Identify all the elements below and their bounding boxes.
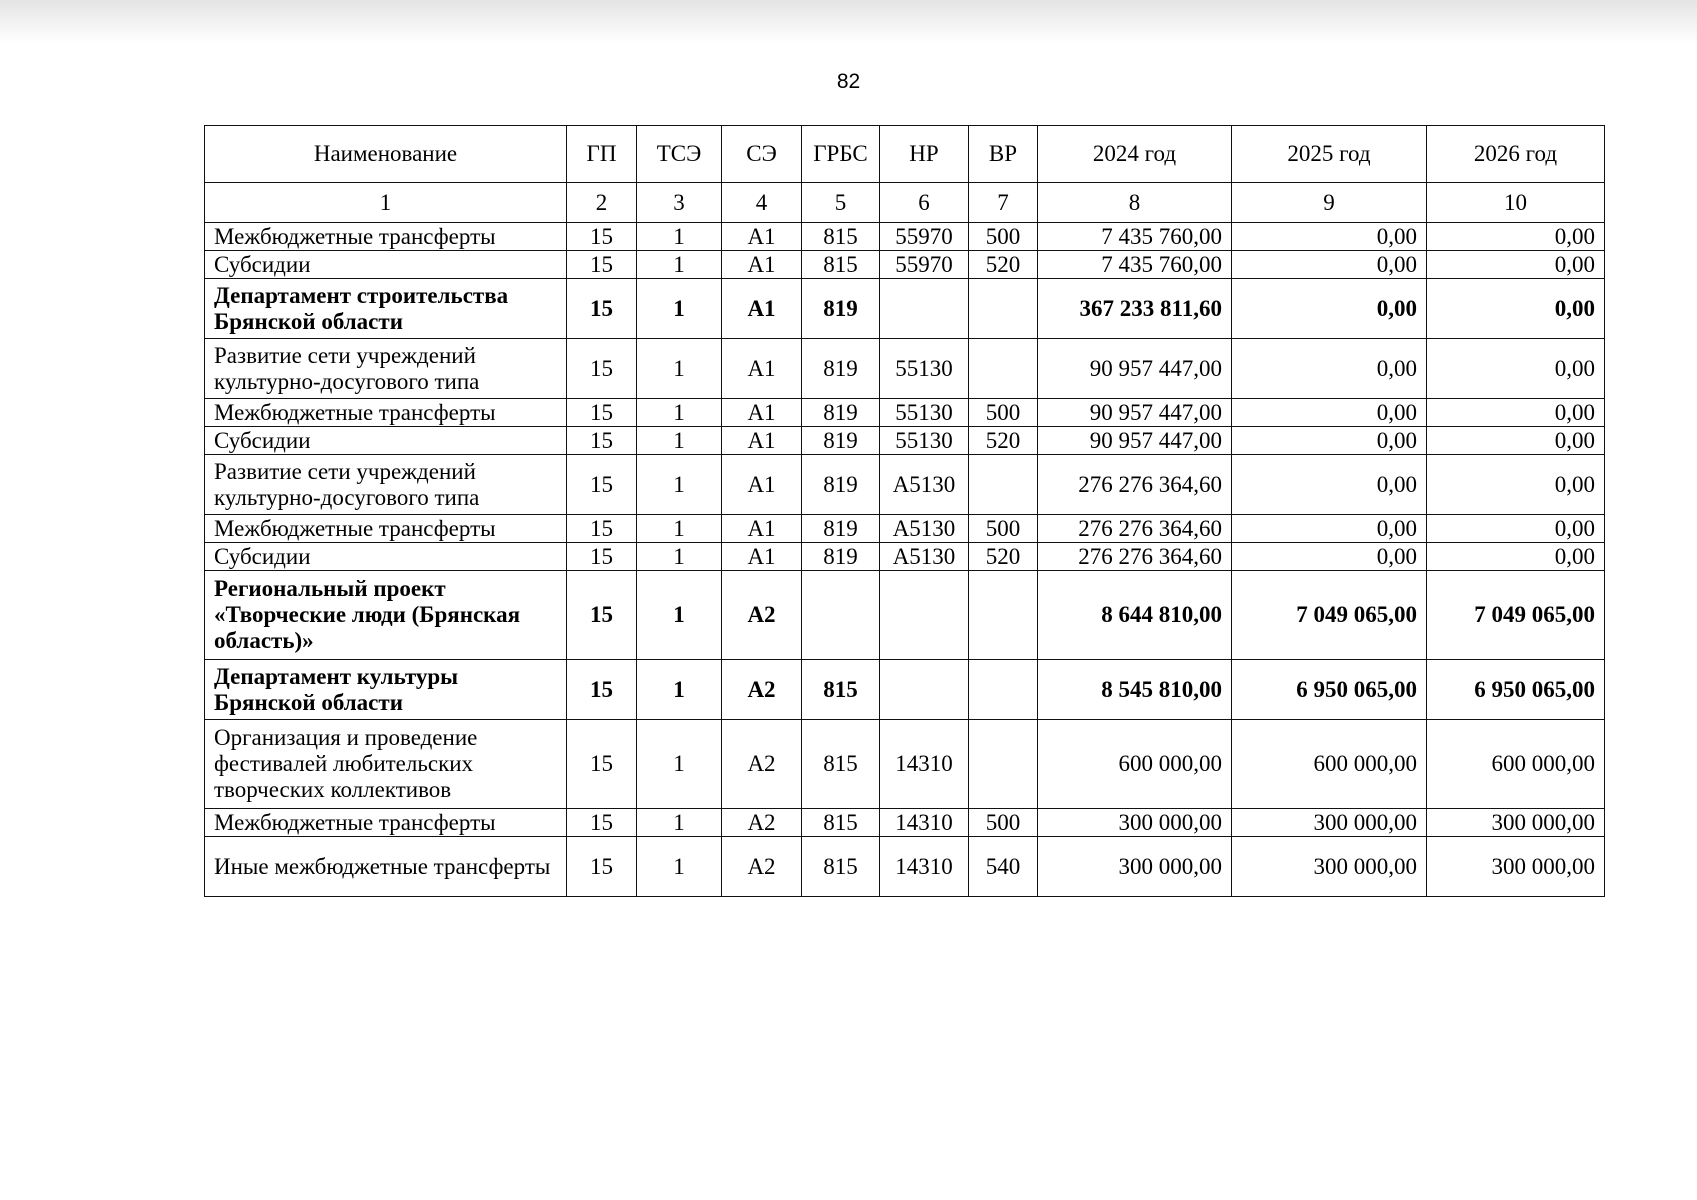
row-amount-2026: 0,00 bbox=[1427, 279, 1605, 339]
table-row bbox=[205, 279, 1605, 339]
row-amount-2026: 0,00 bbox=[1427, 427, 1605, 455]
row-name: Межбюджетные трансферты bbox=[205, 809, 567, 837]
row-amount-2026: 0,00 bbox=[1427, 251, 1605, 279]
row-gp: 15 bbox=[567, 543, 637, 571]
row-se: А2 bbox=[722, 837, 802, 897]
header-2026: 2026 год bbox=[1427, 126, 1605, 183]
row-tse: 1 bbox=[637, 720, 722, 809]
row-amount-2025: 0,00 bbox=[1232, 515, 1427, 543]
table-body bbox=[205, 223, 1605, 897]
row-amount-2026: 300 000,00 bbox=[1427, 809, 1605, 837]
row-name: Субсидии bbox=[205, 427, 567, 455]
table-row bbox=[205, 251, 1605, 279]
row-amount-2025: 0,00 bbox=[1232, 279, 1427, 339]
row-amount-2025: 0,00 bbox=[1232, 543, 1427, 571]
row-name: Департамент строительства Брянской области bbox=[205, 279, 567, 339]
row-amount-2024: 276 276 364,60 bbox=[1038, 515, 1232, 543]
column-number: 9 bbox=[1232, 183, 1427, 223]
column-number: 3 bbox=[637, 183, 722, 223]
row-amount-2026: 6 950 065,00 bbox=[1427, 660, 1605, 720]
row-grbs: 815 bbox=[802, 251, 880, 279]
row-se: А1 bbox=[722, 543, 802, 571]
header-row bbox=[205, 126, 1605, 183]
row-vr: 540 bbox=[969, 837, 1038, 897]
row-grbs: 815 bbox=[802, 837, 880, 897]
row-se: А2 bbox=[722, 720, 802, 809]
row-tse: 1 bbox=[637, 279, 722, 339]
row-tse: 1 bbox=[637, 251, 722, 279]
row-grbs: 819 bbox=[802, 455, 880, 515]
row-nr: 14310 bbox=[880, 809, 969, 837]
row-se: А2 bbox=[722, 571, 802, 660]
table-row bbox=[205, 427, 1605, 455]
column-number: 5 bbox=[802, 183, 880, 223]
row-amount-2026: 0,00 bbox=[1427, 399, 1605, 427]
row-name: Организация и проведение фестивалей любительских творческих коллективов bbox=[205, 720, 567, 809]
row-amount-2024: 90 957 447,00 bbox=[1038, 427, 1232, 455]
row-nr: 55970 bbox=[880, 251, 969, 279]
row-vr: 520 bbox=[969, 427, 1038, 455]
row-se: А1 bbox=[722, 455, 802, 515]
row-tse: 1 bbox=[637, 339, 722, 399]
row-vr bbox=[969, 571, 1038, 660]
table-row bbox=[205, 399, 1605, 427]
row-amount-2025: 0,00 bbox=[1232, 399, 1427, 427]
column-number: 6 bbox=[880, 183, 969, 223]
header-name: Наименование bbox=[205, 126, 567, 183]
row-amount-2024: 300 000,00 bbox=[1038, 809, 1232, 837]
column-number: 7 bbox=[969, 183, 1038, 223]
row-gp: 15 bbox=[567, 455, 637, 515]
page-number: 82 bbox=[836, 70, 861, 93]
row-nr: 55130 bbox=[880, 399, 969, 427]
row-amount-2025: 0,00 bbox=[1232, 223, 1427, 251]
row-se: А1 bbox=[722, 399, 802, 427]
row-amount-2025: 0,00 bbox=[1232, 427, 1427, 455]
row-se: А2 bbox=[722, 660, 802, 720]
row-amount-2025: 6 950 065,00 bbox=[1232, 660, 1427, 720]
row-amount-2024: 367 233 811,60 bbox=[1038, 279, 1232, 339]
table-row bbox=[205, 543, 1605, 571]
budget-table bbox=[204, 125, 1605, 897]
row-name: Департамент культуры Брянской области bbox=[205, 660, 567, 720]
row-amount-2024: 276 276 364,60 bbox=[1038, 543, 1232, 571]
row-amount-2026: 0,00 bbox=[1427, 455, 1605, 515]
row-se: А1 bbox=[722, 427, 802, 455]
row-se: А1 bbox=[722, 279, 802, 339]
column-number: 10 bbox=[1427, 183, 1605, 223]
row-grbs: 815 bbox=[802, 720, 880, 809]
row-tse: 1 bbox=[637, 427, 722, 455]
row-amount-2026: 0,00 bbox=[1427, 223, 1605, 251]
row-vr bbox=[969, 279, 1038, 339]
row-name: Субсидии bbox=[205, 543, 567, 571]
row-tse: 1 bbox=[637, 837, 722, 897]
row-grbs: 815 bbox=[802, 223, 880, 251]
row-gp: 15 bbox=[567, 571, 637, 660]
row-nr: А5130 bbox=[880, 455, 969, 515]
column-number: 1 bbox=[205, 183, 567, 223]
row-tse: 1 bbox=[637, 223, 722, 251]
row-amount-2025: 0,00 bbox=[1232, 339, 1427, 399]
row-amount-2024: 276 276 364,60 bbox=[1038, 455, 1232, 515]
header-2024: 2024 год bbox=[1038, 126, 1232, 183]
row-vr bbox=[969, 720, 1038, 809]
row-amount-2025: 0,00 bbox=[1232, 455, 1427, 515]
row-amount-2026: 0,00 bbox=[1427, 515, 1605, 543]
row-amount-2026: 0,00 bbox=[1427, 339, 1605, 399]
row-vr: 500 bbox=[969, 809, 1038, 837]
row-grbs: 819 bbox=[802, 515, 880, 543]
table-row bbox=[205, 720, 1605, 809]
row-vr bbox=[969, 339, 1038, 399]
row-gp: 15 bbox=[567, 720, 637, 809]
table-row bbox=[205, 455, 1605, 515]
table-row bbox=[205, 223, 1605, 251]
row-amount-2026: 300 000,00 bbox=[1427, 837, 1605, 897]
row-nr bbox=[880, 660, 969, 720]
row-nr: 55130 bbox=[880, 427, 969, 455]
row-name: Развитие сети учреждений культурно-досугового типа bbox=[205, 455, 567, 515]
row-amount-2024: 8 545 810,00 bbox=[1038, 660, 1232, 720]
header-nr: НР bbox=[880, 126, 969, 183]
row-name: Иные межбюджетные трансферты bbox=[205, 837, 567, 897]
row-gp: 15 bbox=[567, 399, 637, 427]
row-nr: А5130 bbox=[880, 543, 969, 571]
row-vr: 500 bbox=[969, 223, 1038, 251]
header-vr: ВР bbox=[969, 126, 1038, 183]
table-row bbox=[205, 837, 1605, 897]
row-amount-2024: 7 435 760,00 bbox=[1038, 251, 1232, 279]
row-amount-2024: 7 435 760,00 bbox=[1038, 223, 1232, 251]
row-name: Региональный проект «Творческие люди (Брянская область)» bbox=[205, 571, 567, 660]
table-row bbox=[205, 515, 1605, 543]
row-se: А1 bbox=[722, 251, 802, 279]
row-grbs: 819 bbox=[802, 543, 880, 571]
row-name: Развитие сети учреждений культурно-досугового типа bbox=[205, 339, 567, 399]
row-name: Субсидии bbox=[205, 251, 567, 279]
row-amount-2024: 90 957 447,00 bbox=[1038, 399, 1232, 427]
column-number: 4 bbox=[722, 183, 802, 223]
row-se: А2 bbox=[722, 809, 802, 837]
row-nr: 14310 bbox=[880, 837, 969, 897]
row-tse: 1 bbox=[637, 455, 722, 515]
column-number: 8 bbox=[1038, 183, 1232, 223]
header-se: СЭ bbox=[722, 126, 802, 183]
row-amount-2025: 7 049 065,00 bbox=[1232, 571, 1427, 660]
row-grbs: 819 bbox=[802, 339, 880, 399]
row-gp: 15 bbox=[567, 515, 637, 543]
row-nr: 55130 bbox=[880, 339, 969, 399]
row-tse: 1 bbox=[637, 399, 722, 427]
table-row bbox=[205, 809, 1605, 837]
row-amount-2025: 300 000,00 bbox=[1232, 837, 1427, 897]
row-tse: 1 bbox=[637, 660, 722, 720]
row-grbs: 819 bbox=[802, 427, 880, 455]
row-nr: А5130 bbox=[880, 515, 969, 543]
row-gp: 15 bbox=[567, 660, 637, 720]
table-row bbox=[205, 339, 1605, 399]
column-number-row bbox=[205, 183, 1605, 223]
row-grbs bbox=[802, 571, 880, 660]
column-number: 2 bbox=[567, 183, 637, 223]
row-amount-2025: 0,00 bbox=[1232, 251, 1427, 279]
row-nr bbox=[880, 279, 969, 339]
row-gp: 15 bbox=[567, 223, 637, 251]
row-tse: 1 bbox=[637, 543, 722, 571]
row-nr bbox=[880, 571, 969, 660]
row-vr: 500 bbox=[969, 515, 1038, 543]
row-amount-2024: 600 000,00 bbox=[1038, 720, 1232, 809]
row-amount-2026: 600 000,00 bbox=[1427, 720, 1605, 809]
row-grbs: 819 bbox=[802, 399, 880, 427]
row-se: А1 bbox=[722, 339, 802, 399]
row-tse: 1 bbox=[637, 515, 722, 543]
table-row bbox=[205, 660, 1605, 720]
row-nr: 55970 bbox=[880, 223, 969, 251]
row-amount-2025: 300 000,00 bbox=[1232, 809, 1427, 837]
row-gp: 15 bbox=[567, 809, 637, 837]
row-amount-2026: 0,00 bbox=[1427, 543, 1605, 571]
row-tse: 1 bbox=[637, 571, 722, 660]
header-tse: ТСЭ bbox=[637, 126, 722, 183]
row-amount-2024: 8 644 810,00 bbox=[1038, 571, 1232, 660]
row-amount-2025: 600 000,00 bbox=[1232, 720, 1427, 809]
row-name: Межбюджетные трансферты bbox=[205, 223, 567, 251]
row-vr bbox=[969, 455, 1038, 515]
row-gp: 15 bbox=[567, 251, 637, 279]
row-vr: 500 bbox=[969, 399, 1038, 427]
header-grbs: ГРБС bbox=[802, 126, 880, 183]
row-grbs: 819 bbox=[802, 279, 880, 339]
table-row bbox=[205, 571, 1605, 660]
header-gp: ГП bbox=[567, 126, 637, 183]
row-amount-2026: 7 049 065,00 bbox=[1427, 571, 1605, 660]
row-gp: 15 bbox=[567, 837, 637, 897]
header-2025: 2025 год bbox=[1232, 126, 1427, 183]
row-name: Межбюджетные трансферты bbox=[205, 515, 567, 543]
row-se: А1 bbox=[722, 223, 802, 251]
row-tse: 1 bbox=[637, 809, 722, 837]
row-gp: 15 bbox=[567, 427, 637, 455]
row-grbs: 815 bbox=[802, 809, 880, 837]
row-nr: 14310 bbox=[880, 720, 969, 809]
row-vr: 520 bbox=[969, 251, 1038, 279]
row-amount-2024: 300 000,00 bbox=[1038, 837, 1232, 897]
row-gp: 15 bbox=[567, 339, 637, 399]
row-se: А1 bbox=[722, 515, 802, 543]
row-name: Межбюджетные трансферты bbox=[205, 399, 567, 427]
row-vr: 520 bbox=[969, 543, 1038, 571]
row-vr bbox=[969, 660, 1038, 720]
row-grbs: 815 bbox=[802, 660, 880, 720]
scan-shading bbox=[0, 0, 1697, 44]
row-amount-2024: 90 957 447,00 bbox=[1038, 339, 1232, 399]
row-gp: 15 bbox=[567, 279, 637, 339]
